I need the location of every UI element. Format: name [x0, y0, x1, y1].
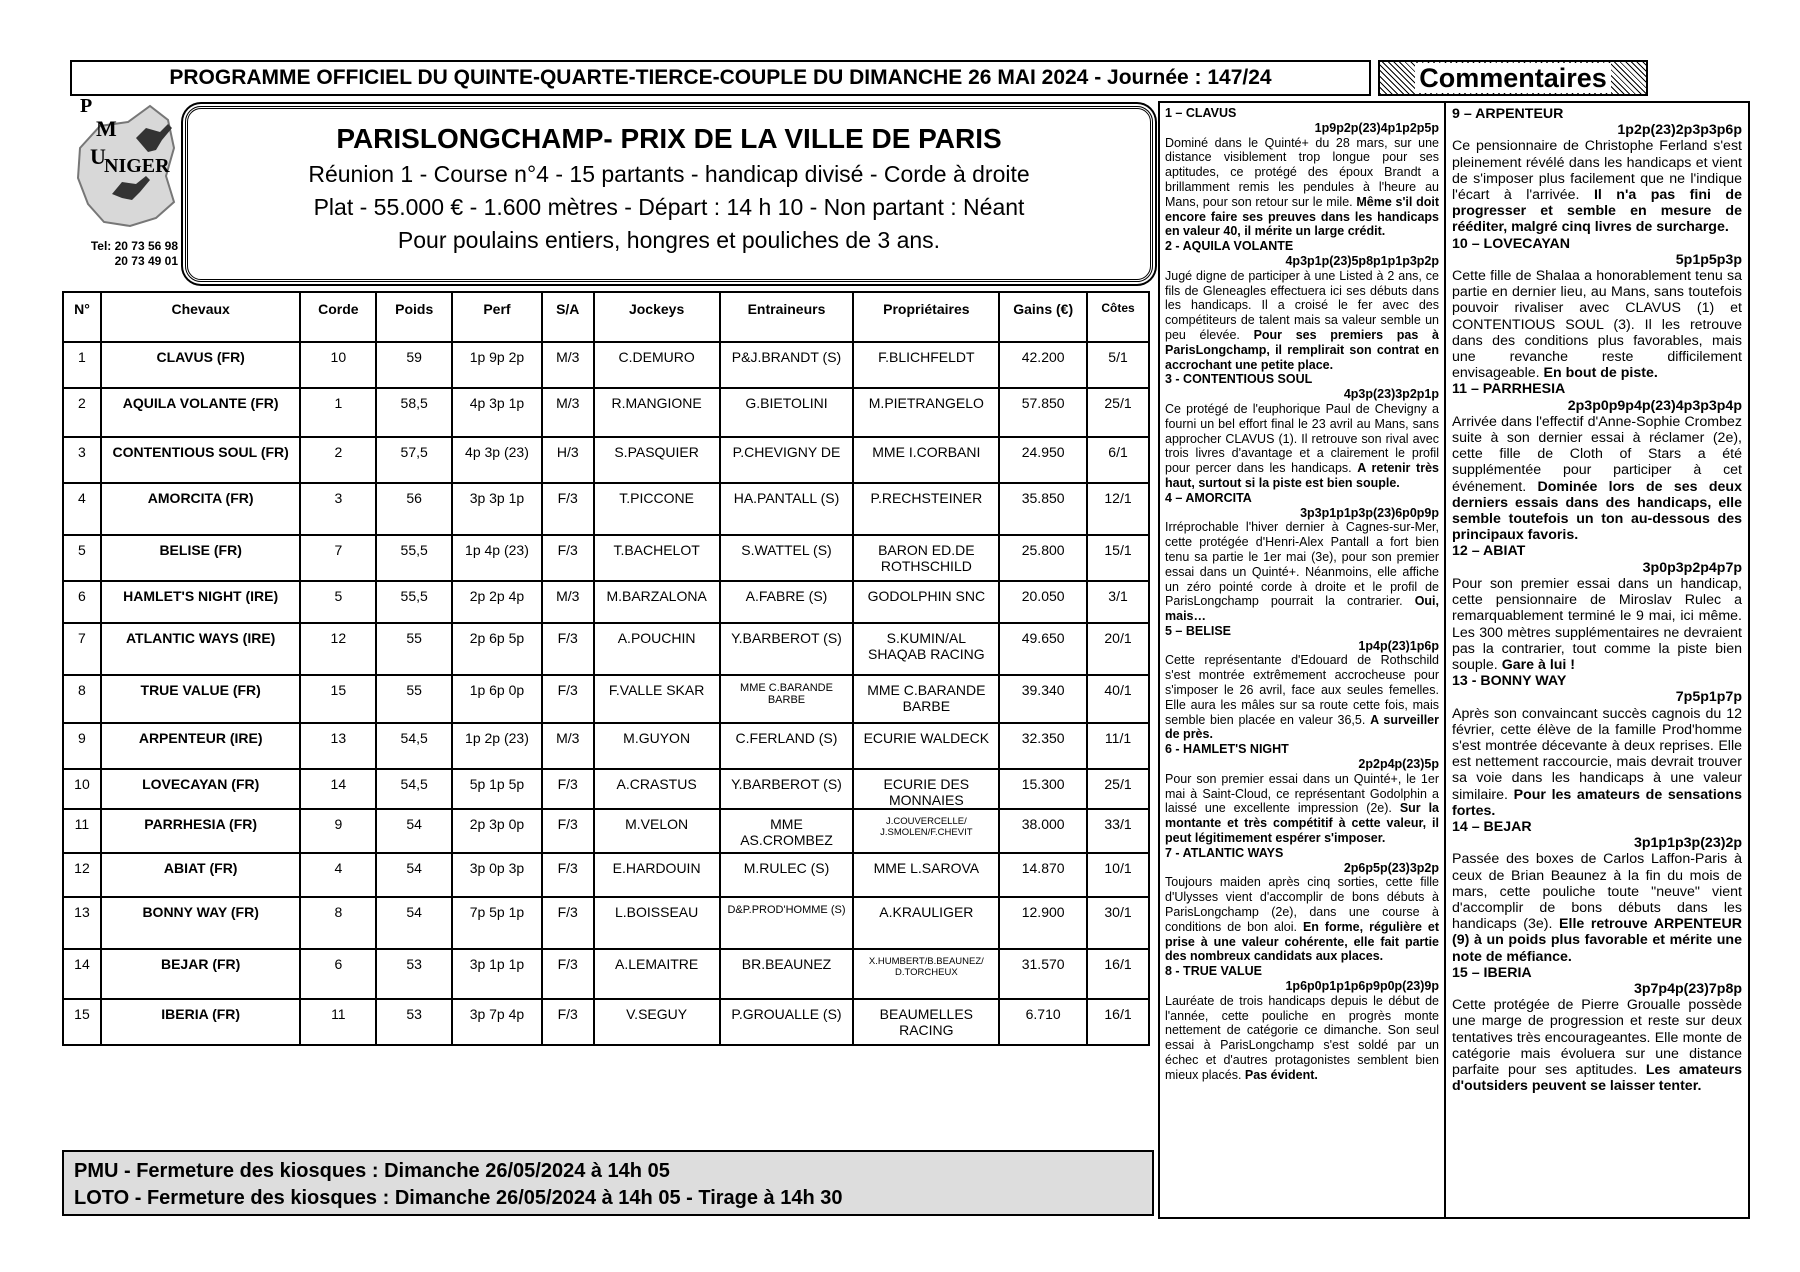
commentary-entry	[1165, 846, 1439, 964]
draw-cell: 5	[300, 581, 376, 623]
weight-cell: 53	[376, 999, 452, 1045]
trainer-cell: MME AS.CROMBEZ	[720, 809, 854, 853]
earnings-cell: 25.800	[999, 535, 1087, 581]
trainer-cell: P.CHEVIGNY DE	[720, 437, 854, 483]
sex-age-cell: F/3	[542, 897, 594, 949]
column-header: Jockeys	[594, 292, 720, 342]
table-row	[63, 581, 1149, 623]
commentary-entry	[1452, 673, 1742, 819]
commentary-horse-title: 1 – CLAVUS	[1165, 106, 1237, 120]
column-header: Entraineurs	[720, 292, 854, 342]
table-row	[63, 342, 1149, 388]
trainer-cell: MME C.BARANDE BARBE	[720, 675, 854, 723]
commentary-horse-title: 14 – BEJAR	[1452, 818, 1532, 835]
sex-age-cell: F/3	[542, 535, 594, 581]
weight-cell: 54	[376, 897, 452, 949]
odds-cell: 16/1	[1087, 999, 1149, 1045]
commentary-form-string: 2p3p0p9p4p(23)4p3p3p4p	[1567, 397, 1742, 414]
runner-number-cell: 12	[63, 853, 101, 897]
jockey-cell: R.MANGIONE	[594, 388, 720, 437]
horse-name-cell: TRUE VALUE (FR)	[101, 675, 301, 723]
closing-times-footer	[62, 1150, 1154, 1216]
runner-number-cell: 10	[63, 769, 101, 809]
column-header: Corde	[300, 292, 376, 342]
commentary-horse-title: 4 – AMORCITA	[1165, 490, 1252, 505]
owner-cell: X.HUMBERT/B.BEAUNEZ/ D.TORCHEUX	[853, 949, 999, 999]
jockey-cell: T.BACHELOT	[594, 535, 720, 581]
sex-age-cell: F/3	[542, 809, 594, 853]
commentary-entry	[1165, 106, 1439, 239]
earnings-cell: 38.000	[999, 809, 1087, 853]
odds-cell: 10/1	[1087, 853, 1149, 897]
jockey-cell: E.HARDOUIN	[594, 853, 720, 897]
draw-cell: 14	[300, 769, 376, 809]
commentary-entry	[1165, 491, 1439, 624]
owner-cell: GODOLPHIN SNC	[853, 581, 999, 623]
commentary-form-string: 4p3p1p(23)5p8p1p1p3p2p	[1285, 253, 1439, 268]
trainer-cell: S.WATTEL (S)	[720, 535, 854, 581]
runner-number-cell: 14	[63, 949, 101, 999]
odds-cell: 11/1	[1087, 723, 1149, 769]
draw-cell: 1	[300, 388, 376, 437]
draw-cell: 12	[300, 623, 376, 675]
commentary-form-string: 1p6p0p1p1p6p9p0p(23)9p	[1285, 979, 1439, 994]
pmu-closing-line: PMU - Fermeture des kiosques : Dimanche 26/05/2024 à 14h 05	[74, 1160, 670, 1182]
commentary-text: Passée des boxes de Carlos Laffon-Paris à ceux de Brian Beaunez à la fin du mois de mars, cette pouliche toute "neuve" vient d'accomplir de bons débuts dans les handicaps (3e).	[1452, 851, 1742, 933]
commentary-verdict: En bout de piste.	[1543, 365, 1658, 382]
recent-form-cell: 2p 2p 4p	[452, 581, 542, 623]
earnings-cell: 57.850	[999, 388, 1087, 437]
trainer-cell: P.GROUALLE (S)	[720, 999, 854, 1045]
odds-cell: 6/1	[1087, 437, 1149, 483]
column-header: Chevaux	[101, 292, 301, 342]
weight-cell: 55,5	[376, 581, 452, 623]
runner-number-cell: 7	[63, 623, 101, 675]
owner-cell: MME L.SAROVA	[853, 853, 999, 897]
commentary-form-string: 3p0p3p2p4p7p	[1642, 559, 1742, 576]
recent-form-cell: 1p 9p 2p	[452, 342, 542, 388]
trainer-cell: BR.BEAUNEZ	[720, 949, 854, 999]
jockey-cell: A.POUCHIN	[594, 623, 720, 675]
commentary-text: Ce protégé de l'euphorique Paul de Chevigny a fourni un bel effort final le 23 avril au Mans, sans approcher CLAVUS (1). Il retrouve son rival avec trois livres d'avantage et a clairement le profil pour percer dans les handicaps.	[1165, 401, 1439, 476]
earnings-cell: 12.900	[999, 897, 1087, 949]
commentary-horse-title: 6 - HAMLET'S NIGHT	[1165, 742, 1289, 757]
commentary-horse-title: 7 - ATLANTIC WAYS	[1165, 845, 1284, 860]
pmu-niger-logo	[70, 98, 182, 238]
race-line-2: Plat - 55.000 € - 1.600 mètres - Départ : 14 h 10 - Non partant : Néant	[313, 194, 1025, 220]
runner-number-cell: 6	[63, 581, 101, 623]
jockey-cell: S.PASQUIER	[594, 437, 720, 483]
runner-number-cell: 11	[63, 809, 101, 853]
jockey-cell: L.BOISSEAU	[594, 897, 720, 949]
table-row	[63, 675, 1149, 723]
jockey-cell: A.CRASTUS	[594, 769, 720, 809]
table-row	[63, 999, 1149, 1045]
logo-letter-m: M	[96, 116, 117, 141]
horse-name-cell: BONNY WAY (FR)	[101, 897, 301, 949]
earnings-cell: 39.340	[999, 675, 1087, 723]
recent-form-cell: 3p 7p 4p	[452, 999, 542, 1045]
commentary-verdict: Les amateurs d'outsiders peuvent se laisser tenter.	[1452, 1061, 1742, 1095]
commentary-text: Cette représentante d'Edouard de Rothschild s'est montrée extrêmement accrocheuse pour s'imposer le 26 avril, face aux seules femelles. Elle aura les mâles sur sa route cette fois, mais semble bien placée en valeur 36,5.	[1165, 653, 1439, 727]
weight-cell: 54	[376, 853, 452, 897]
phone-line-2: 20 73 49 01	[114, 254, 178, 268]
commentary-text: Lauréate de trois handicaps depuis le début de l'année, cette pouliche en progrès monte nettement de catégorie ce dimanche. Son seul essai à ParisLongchamp s'est soldé par un échec et d'autres protagonistes semblent bien mieux placés.	[1165, 993, 1439, 1082]
commentary-verdict: Gare à lui !	[1501, 656, 1576, 673]
owner-cell: M.PIETRANGELO	[853, 388, 999, 437]
commentary-verdict: Il n'a pas fini de progresser et semble en mesure de rééditer, malgré cinq livres de surcharge.	[1452, 187, 1742, 236]
table-header-row	[63, 292, 1149, 342]
commentary-entry	[1452, 381, 1742, 543]
horse-name-cell: ARPENTEUR (IRE)	[101, 723, 301, 769]
table-row	[63, 723, 1149, 769]
phone-line-1: Tel: 20 73 56 98	[90, 239, 178, 253]
weight-cell: 56	[376, 483, 452, 535]
weight-cell: 53	[376, 949, 452, 999]
program-banner: PROGRAMME OFFICIEL DU QUINTE-QUARTE-TIERCE-COUPLE DU DIMANCHE 26 MAI 2024 - Journée : 147/24	[70, 60, 1371, 96]
runner-number-cell: 8	[63, 675, 101, 723]
commentary-verdict: A retenir très haut, surtout si la piste est bien souple.	[1165, 461, 1439, 490]
horse-name-cell: PARRHESIA (FR)	[101, 809, 301, 853]
owner-cell: BEAUMELLES RACING	[853, 999, 999, 1045]
draw-cell: 13	[300, 723, 376, 769]
table-row	[63, 853, 1149, 897]
odds-cell: 25/1	[1087, 769, 1149, 809]
recent-form-cell: 4p 3p (23)	[452, 437, 542, 483]
recent-form-cell: 2p 3p 0p	[452, 809, 542, 853]
trainer-cell: Y.BARBEROT (S)	[720, 623, 854, 675]
comments-column-1	[1158, 101, 1446, 1219]
runner-number-cell: 15	[63, 999, 101, 1045]
owner-cell: ECURIE WALDECK	[853, 723, 999, 769]
runner-number-cell: 3	[63, 437, 101, 483]
comments-column-2	[1446, 101, 1750, 1219]
trainer-cell: C.FERLAND (S)	[720, 723, 854, 769]
horse-name-cell: IBERIA (FR)	[101, 999, 301, 1045]
sex-age-cell: F/3	[542, 675, 594, 723]
odds-cell: 40/1	[1087, 675, 1149, 723]
commentary-text: Dominé dans le Quinté+ du 28 mars, sur une distance visiblement trop longue pour ses aptitudes, ce protégé des époux Brandt a brillamment remis les pendules à l'heure au Mans, pour son retour sur le mile.	[1165, 135, 1439, 209]
commentary-horse-title: 9 – ARPENTEUR	[1452, 106, 1564, 122]
commentary-form-string: 1p4p(23)1p6p	[1358, 638, 1439, 653]
commentary-horse-title: 15 – IBERIA	[1452, 964, 1532, 981]
runner-number-cell: 9	[63, 723, 101, 769]
earnings-cell: 14.870	[999, 853, 1087, 897]
odds-cell: 12/1	[1087, 483, 1149, 535]
owner-cell: F.BLICHFELDT	[853, 342, 999, 388]
sex-age-cell: F/3	[542, 769, 594, 809]
odds-cell: 25/1	[1087, 388, 1149, 437]
table-row	[63, 769, 1149, 809]
jockey-cell: T.PICCONE	[594, 483, 720, 535]
earnings-cell: 20.050	[999, 581, 1087, 623]
commentary-verdict: Pas évident.	[1244, 1067, 1318, 1082]
weight-cell: 54	[376, 809, 452, 853]
commentary-verdict: A surveiller de près.	[1165, 712, 1439, 742]
odds-cell: 16/1	[1087, 949, 1149, 999]
commentary-horse-title: 8 - TRUE VALUE	[1165, 964, 1262, 979]
column-header: S/A	[542, 292, 594, 342]
jockey-cell: C.DEMURO	[594, 342, 720, 388]
horse-name-cell: CLAVUS (FR)	[101, 342, 301, 388]
commentary-form-string: 2p6p5p(23)3p2p	[1343, 860, 1439, 875]
trainer-cell: D&P.PROD'HOMME (S)	[720, 897, 854, 949]
race-info-box	[185, 106, 1153, 282]
commentary-entry	[1452, 106, 1742, 236]
comments-header-label: Commentaires	[1415, 63, 1611, 93]
sex-age-cell: M/3	[542, 388, 594, 437]
commentary-horse-title: 12 – ABIAT	[1452, 543, 1526, 560]
weight-cell: 55	[376, 623, 452, 675]
draw-cell: 8	[300, 897, 376, 949]
commentary-horse-title: 13 - BONNY WAY	[1452, 673, 1567, 690]
commentary-text: Cette protégée de Pierre Groualle possède une marge de progression et reste sur deux tentatives très encourageantes. Elle monte de catégorie mais évoluera sur une distance parfaite pour ses aptitudes.	[1452, 997, 1742, 1078]
runner-number-cell: 2	[63, 388, 101, 437]
commentary-form-string: 4p3p(23)3p2p1p	[1343, 387, 1439, 402]
draw-cell: 7	[300, 535, 376, 581]
draw-cell: 3	[300, 483, 376, 535]
recent-form-cell: 3p 3p 1p	[452, 483, 542, 535]
logo-graphic	[70, 98, 182, 238]
commentary-verdict: Sur la montante et très compétitif à cette valeur, il peut légitimement espérer s'imposer.	[1165, 801, 1439, 846]
table-row	[63, 809, 1149, 853]
trainer-cell: P&J.BRANDT (S)	[720, 342, 854, 388]
horse-name-cell: LOVECAYAN (FR)	[101, 769, 301, 809]
sex-age-cell: F/3	[542, 483, 594, 535]
recent-form-cell: 7p 5p 1p	[452, 897, 542, 949]
sex-age-cell: F/3	[542, 949, 594, 999]
commentary-horse-title: 2 - AQUILA VOLANTE	[1165, 239, 1294, 254]
sex-age-cell: F/3	[542, 623, 594, 675]
runners-table	[62, 291, 1150, 1046]
horse-name-cell: CONTENTIOUS SOUL (FR)	[101, 437, 301, 483]
runner-number-cell: 4	[63, 483, 101, 535]
column-header: N°	[63, 292, 101, 342]
owner-cell: ECURIE DES MONNAIES	[853, 769, 999, 809]
weight-cell: 55,5	[376, 535, 452, 581]
trainer-cell: M.RULEC (S)	[720, 853, 854, 897]
owner-cell: A.KRAULIGER	[853, 897, 999, 949]
jockey-cell: F.VALLE SKAR	[594, 675, 720, 723]
commentary-form-string: 5p1p5p3p	[1675, 251, 1742, 268]
trainer-cell: HA.PANTALL (S)	[720, 483, 854, 535]
comments-header	[1378, 60, 1648, 96]
commentary-entry	[1452, 543, 1742, 673]
weight-cell: 57,5	[376, 437, 452, 483]
commentary-horse-title: 5 – BELISE	[1165, 623, 1231, 638]
commentary-verdict: Elle retrouve ARPENTEUR (9) à un poids plus favorable et mérite une note de méfiance.	[1452, 916, 1742, 965]
logo-word-niger: NIGER	[104, 155, 170, 177]
recent-form-cell: 1p 4p (23)	[452, 535, 542, 581]
commentary-verdict: En forme, régulière et prise à une valeur cohérente, elle fait partie des nombreux candidats aux places.	[1165, 919, 1439, 964]
earnings-cell: 49.650	[999, 623, 1087, 675]
commentary-entry	[1165, 742, 1439, 846]
horse-name-cell: ATLANTIC WAYS (IRE)	[101, 623, 301, 675]
horse-name-cell: HAMLET'S NIGHT (IRE)	[101, 581, 301, 623]
commentary-text: Jugé digne de participer à une Listed à 2 ans, ce fils de Gleneagles effectuera ici ses débuts dans les handicaps. Il a croisé le fer avec des compétiteurs de talent mais sa valeur semble un peu élevée.	[1165, 268, 1439, 342]
column-header: Propriétaires	[853, 292, 999, 342]
owner-cell: MME I.CORBANI	[853, 437, 999, 483]
commentary-horse-title: 3 - CONTENTIOUS SOUL	[1165, 372, 1313, 387]
column-header: Perf	[452, 292, 542, 342]
commentary-horse-title: 11 – PARRHESIA	[1452, 381, 1566, 398]
commentary-verdict: Même s'il doit encore faire ses preuves dans les handicaps en valeur 40, il mérite un large crédit.	[1165, 194, 1439, 239]
loto-closing-line: LOTO - Fermeture des kiosques : Dimanche 26/05/2024 à 14h 05 - Tirage à 14h 30	[74, 1187, 843, 1209]
race-line-1: Réunion 1 - Course n°4 - 15 partants - handicap divisé - Corde à droite	[308, 161, 1030, 187]
horse-name-cell: ABIAT (FR)	[101, 853, 301, 897]
sex-age-cell: F/3	[542, 999, 594, 1045]
table-row	[63, 949, 1149, 999]
race-line-3: Pour poulains entiers, hongres et pouliches de 3 ans.	[397, 227, 941, 253]
owner-cell: J.COUVERCELLE/ J.SMOLEN/F.CHEVIT	[853, 809, 999, 853]
race-title: PARISLONGCHAMP- PRIX DE LA VILLE DE PARIS	[336, 123, 1002, 154]
commentary-verdict: Dominée lors de ses deux derniers essais dans des handicaps, elle semble toutefois un ton au-dessous des principaux favoris.	[1452, 478, 1742, 544]
horse-name-cell: AQUILA VOLANTE (FR)	[101, 388, 301, 437]
sex-age-cell: F/3	[542, 853, 594, 897]
draw-cell: 6	[300, 949, 376, 999]
commentary-text: Pour son premier essai dans un handicap, cette pensionnaire de Miroslav Rulec a remarquablement terminé le 9 mai, ici même. Les 300 mètres supplémentaires ne devraient pas la contrarier, tout comme la piste bien souple.	[1452, 575, 1742, 673]
table-row	[63, 897, 1149, 949]
sex-age-cell: M/3	[542, 581, 594, 623]
owner-cell: MME C.BARANDE BARBE	[853, 675, 999, 723]
jockey-cell: A.LEMAITRE	[594, 949, 720, 999]
jockey-cell: M.VELON	[594, 809, 720, 853]
owner-cell: P.RECHSTEINER	[853, 483, 999, 535]
commentary-form-string: 7p5p1p7p	[1675, 689, 1742, 706]
commentary-text: Arrivée dans l'effectif d'Anne-Sophie Crombez suite à son dernier essai à réclamer (2e), cette fille de Cloth of Stars a été supplémentée pour participer à cet événement.	[1452, 413, 1742, 495]
commentary-text: Après son convaincant succès cagnois du 12 février, cette élève de la famille Prod'homme s'est montrée décevante à deux reprises. Elle est nettement raccourcie, mais devrait trouver sa voie dans les handicaps à une valeur similaire.	[1452, 705, 1742, 803]
weight-cell: 54,5	[376, 769, 452, 809]
sex-age-cell: M/3	[542, 723, 594, 769]
table-row	[63, 623, 1149, 675]
earnings-cell: 24.950	[999, 437, 1087, 483]
trainer-cell: Y.BARBEROT (S)	[720, 769, 854, 809]
commentary-text: Irréprochable l'hiver dernier à Cagnes-sur-Mer, cette protégée d'Henri-Alex Pantall a fort bien tenu sa partie le 1er mai (3e), pour son premier essai dans un Quinté+. Néanmoins, elle affiche un zéro pointé corde à droite et le profil de ParisLongchamp pourrait la contrarier.	[1165, 520, 1439, 609]
logo-letter-p: P	[80, 98, 93, 117]
commentary-entry	[1165, 624, 1439, 742]
commentary-text: Cette fille de Shalaa a honorablement tenu sa partie en dernier lieu, au Mans, sans toutefois pouvoir rivaliser avec CLAVUS (1) et CONTENTIOUS SOUL (3). Il les retrouve dans des conditions plus favorables, mais une revanche reste difficilement envisageable.	[1452, 268, 1742, 382]
earnings-cell: 42.200	[999, 342, 1087, 388]
draw-cell: 2	[300, 437, 376, 483]
sex-age-cell: H/3	[542, 437, 594, 483]
draw-cell: 10	[300, 342, 376, 388]
weight-cell: 58,5	[376, 388, 452, 437]
table-row	[63, 535, 1149, 581]
odds-cell: 3/1	[1087, 581, 1149, 623]
weight-cell: 54,5	[376, 723, 452, 769]
odds-cell: 33/1	[1087, 809, 1149, 853]
runner-number-cell: 13	[63, 897, 101, 949]
commentary-entry	[1452, 819, 1742, 965]
commentary-verdict: Oui, mais…	[1165, 594, 1439, 624]
odds-cell: 30/1	[1087, 897, 1149, 949]
commentary-form-string: 1p2p(23)2p3p3p6p	[1617, 122, 1742, 139]
commentary-form-string: 1p9p2p(23)4p1p2p5p	[1314, 120, 1439, 135]
earnings-cell: 31.570	[999, 949, 1087, 999]
recent-form-cell: 2p 6p 5p	[452, 623, 542, 675]
commentary-text: Ce pensionnaire de Christophe Ferland s'est pleinement révélé dans les handicaps et vient de s'imposer plus facilement que ne l'indique l'écart à l'arrivée.	[1452, 138, 1742, 204]
commentary-form-string: 3p1p1p3p(23)2p	[1633, 835, 1742, 852]
commentary-verdict: Pour ses premiers pas à ParisLongchamp, il remplirait son contrat en accrochant une petite place.	[1165, 327, 1439, 372]
commentary-entry	[1165, 239, 1439, 372]
commentary-entry	[1165, 372, 1439, 490]
odds-cell: 15/1	[1087, 535, 1149, 581]
earnings-cell: 32.350	[999, 723, 1087, 769]
phone-numbers	[68, 239, 178, 269]
weight-cell: 55	[376, 675, 452, 723]
jockey-cell: M.BARZALONA	[594, 581, 720, 623]
commentary-form-string: 3p3p1p1p3p(23)6p0p9p	[1300, 505, 1439, 520]
table-row	[63, 437, 1149, 483]
commentary-entry	[1452, 236, 1742, 382]
logo-letter-u: U	[90, 144, 106, 169]
recent-form-cell: 5p 1p 5p	[452, 769, 542, 809]
owner-cell: S.KUMIN/AL SHAQAB RACING	[853, 623, 999, 675]
recent-form-cell: 1p 6p 0p	[452, 675, 542, 723]
commentary-horse-title: 10 – LOVECAYAN	[1452, 235, 1571, 252]
column-header: Gains (€)	[999, 292, 1087, 342]
recent-form-cell: 4p 3p 1p	[452, 388, 542, 437]
jockey-cell: M.GUYON	[594, 723, 720, 769]
horse-name-cell: BEJAR (FR)	[101, 949, 301, 999]
horse-name-cell: BELISE (FR)	[101, 535, 301, 581]
draw-cell: 11	[300, 999, 376, 1045]
horse-name-cell: AMORCITA (FR)	[101, 483, 301, 535]
commentary-form-string: 2p2p4p(23)5p	[1358, 757, 1439, 772]
runner-number-cell: 1	[63, 342, 101, 388]
commentary-entry	[1165, 964, 1439, 1082]
earnings-cell: 35.850	[999, 483, 1087, 535]
runner-number-cell: 5	[63, 535, 101, 581]
trainer-cell: G.BIETOLINI	[720, 388, 854, 437]
draw-cell: 9	[300, 809, 376, 853]
weight-cell: 59	[376, 342, 452, 388]
commentary-form-string: 3p7p4p(23)7p8p	[1633, 980, 1742, 997]
commentary-text: Pour son premier essai dans un Quinté+, le 1er mai à Saint-Cloud, ce représentant Godolphin a laissé une excellente impression (2e).	[1165, 771, 1439, 816]
recent-form-cell: 1p 2p (23)	[452, 723, 542, 769]
earnings-cell: 15.300	[999, 769, 1087, 809]
recent-form-cell: 3p 1p 1p	[452, 949, 542, 999]
owner-cell: BARON ED.DE ROTHSCHILD	[853, 535, 999, 581]
table-row	[63, 388, 1149, 437]
jockey-cell: V.SEGUY	[594, 999, 720, 1045]
recent-form-cell: 3p 0p 3p	[452, 853, 542, 897]
draw-cell: 4	[300, 853, 376, 897]
earnings-cell: 6.710	[999, 999, 1087, 1045]
odds-cell: 20/1	[1087, 623, 1149, 675]
odds-cell: 5/1	[1087, 342, 1149, 388]
commentary-verdict: Pour les amateurs de sensations fortes.	[1452, 786, 1742, 819]
column-header: Côtes	[1087, 292, 1149, 342]
sex-age-cell: M/3	[542, 342, 594, 388]
table-row	[63, 483, 1149, 535]
trainer-cell: A.FABRE (S)	[720, 581, 854, 623]
column-header: Poids	[376, 292, 452, 342]
commentary-text: Toujours maiden après cinq sorties, cette fille d'Ulysses vient d'accomplir de bons débuts à ParisLongchamp (2e), dans une course à conditions de bon aloi.	[1165, 875, 1439, 934]
commentary-entry	[1452, 965, 1742, 1095]
draw-cell: 15	[300, 675, 376, 723]
